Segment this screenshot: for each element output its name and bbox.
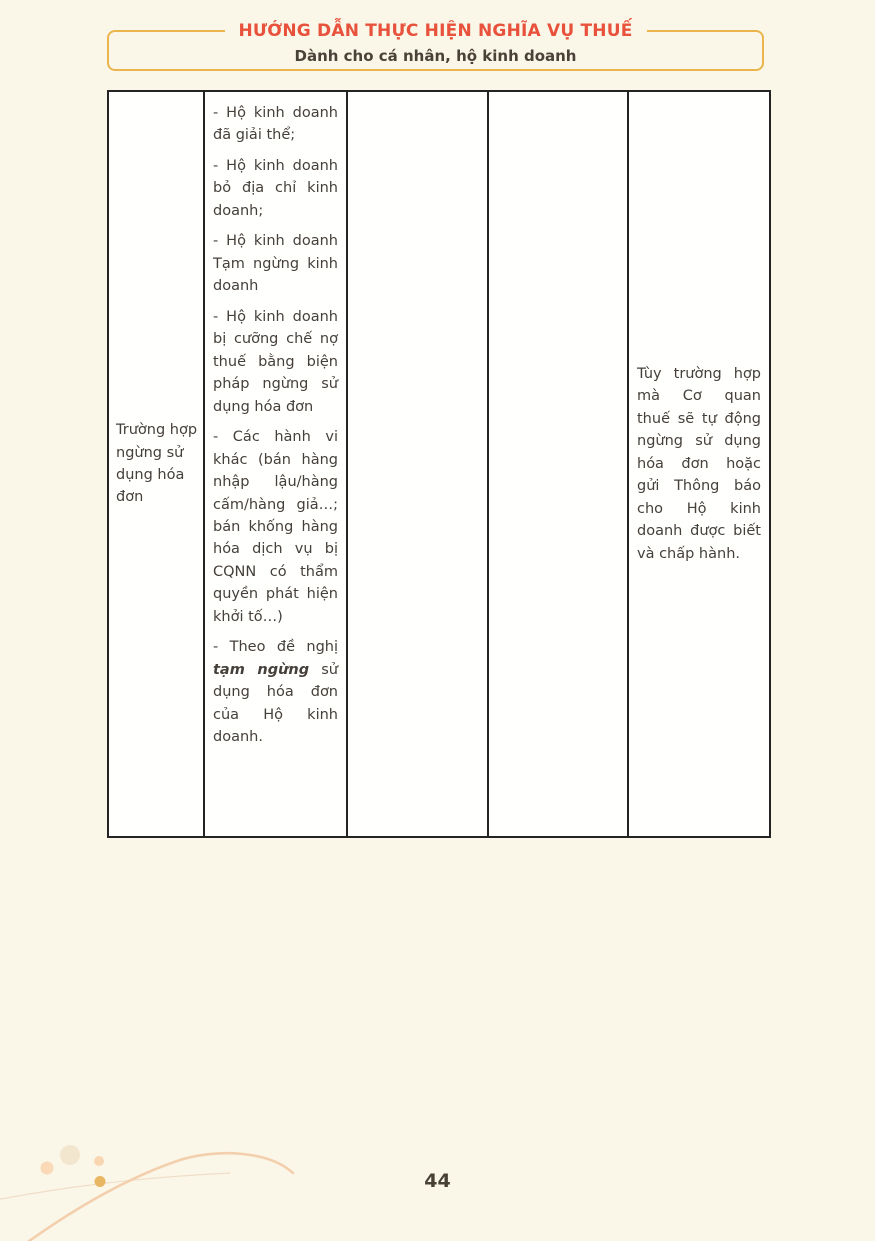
page-title: HƯỚNG DẪN THỰC HIỆN NGHĨA VỤ THUẾ (224, 21, 646, 41)
emphasized-text: tạm ngừng (213, 661, 310, 678)
case-item-paragraph: - Hộ kinh doanh đã giải thể; (213, 105, 338, 144)
decor-circle-small (94, 1156, 104, 1166)
decor-circle-large (60, 1145, 80, 1165)
empty-cell-1 (347, 91, 488, 837)
case-items-cell (204, 91, 347, 837)
decor-thick-arc (14, 1153, 293, 1241)
invoice-stop-list (213, 102, 338, 749)
case-item-paragraph: - Hộ kinh doanh bỏ địa chỉ kinh doanh; (213, 157, 338, 219)
case-item-paragraph: - Theo đề nghị tạm ngừng sử dụng hóa đơn của Hộ kinh doanh. (213, 639, 338, 746)
case-item-paragraph: - Hộ kinh doanh bị cưỡng chế nợ thuế bằng biện pháp ngừng sử dụng hóa đơn (213, 308, 338, 415)
case-item-paragraph: - Các hành vi khác (bán hàng nhập lậu/hàng cấm/hàng giả…; bán khống hàng hóa dịch vụ bị CQNN có thẩm quyền phát hiện khởi tố…) (213, 429, 338, 625)
header-box (107, 21, 764, 71)
invoice-stop-table (107, 90, 771, 838)
page-subtitle: Dành cho cá nhân, hộ kinh doanh (294, 47, 577, 65)
case-item-paragraph: - Hộ kinh doanh Tạm ngừng kinh doanh (213, 233, 338, 295)
page-number: 44 (424, 1170, 451, 1192)
empty-cell-2 (488, 91, 628, 837)
case-label-cell: Trường hợp ngừng sử dụng hóa đơn (108, 91, 204, 837)
table-row (108, 91, 770, 837)
note-cell: Tùy trường hợp mà Cơ quan thuế sẽ tự động ngừng sử dụng hóa đơn hoặc gửi Thông báo cho Hộ kinh doanh được biết và chấp hành. (628, 91, 770, 837)
